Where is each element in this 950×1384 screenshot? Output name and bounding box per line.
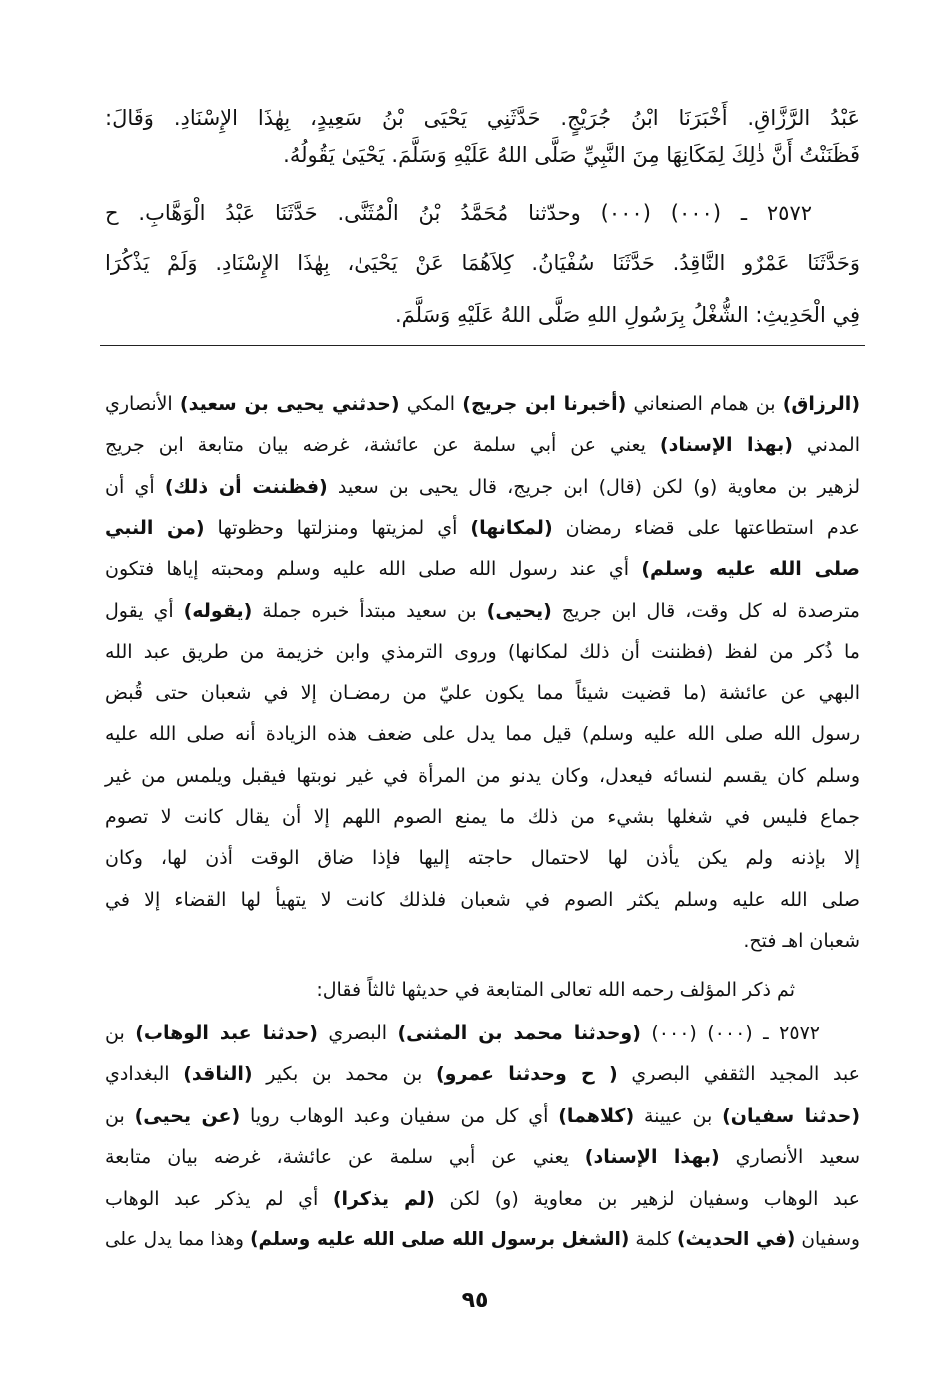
commentary-line	[105, 674, 860, 712]
text-segment: ٢٥٧٢ ـ (٠٠٠) (٠٠٠) وحدّثنا مُحَمَّدُ بْنُ الْمُثَنَّى. حَدَّثَنَا عَبْدُ الْوَهَّابِ. ح	[105, 201, 813, 225]
text-segment: ثم ذكر المؤلف رحمه الله تعالى المتابعة في حديثها ثالثاً فقال:	[316, 979, 795, 1001]
commentary-line	[105, 1055, 860, 1093]
hadith-line	[105, 98, 860, 138]
commentary-line	[105, 1014, 820, 1052]
commentary-line	[105, 426, 860, 464]
commentary-line	[105, 971, 795, 1009]
hadith-line	[105, 295, 860, 335]
text-segment: أي لم يذكر عبد الوهاب	[105, 1187, 333, 1210]
text-segment: عبد الوهاب وسفيان لزهير بن معاوية (و) لكن	[434, 1187, 860, 1210]
text-segment: وَحَدَّثَنَا عَمْرٌو النَّاقِدُ. حَدَّثَنَا سُفْيَانُ. كِلاَهُمَا عَنْ يَحْيَىٰ، بِهٰذَا الإِسْنَادِ. وَلَمْ يَذْكُرَا	[105, 251, 860, 275]
commentary-line	[105, 922, 860, 960]
text-segment: فِي الْحَدِيثِ: الشُّغْلُ بِرَسُولِ اللهِ صَلَّى اللهُ عَلَيْهِ وَسَلَّمَ.	[394, 303, 860, 327]
text-segment: أي يقول	[105, 599, 184, 622]
bold-quote: صلى الله عليه وسلم)	[641, 558, 860, 581]
bold-quote: (عن يحيى)	[134, 1104, 241, 1127]
bold-quote: (يحيى)	[486, 599, 552, 622]
text-segment: لزهير بن معاوية (و) لكن (قال) ابن جريج، قال يحيى بن سعيد	[327, 475, 860, 498]
text-segment: بن همام الصنعاني	[626, 393, 783, 415]
text-segment: فَظَنَنْتُ أَنَّ ذٰلِكَ لِمَكَانِهَا مِنَ النَّبِيِّ صَلَّى اللهُ عَلَيْهِ وَسَلَّمَ. يَحْيَىٰ يَقُولُهُ.	[283, 143, 860, 167]
text-segment: جماع فليس في شغلها بشيء من ذلك ما يمنع الصوم اللهم إلا أن يقال كانت لا تصوم	[105, 806, 860, 828]
text-segment: ما ذُكر من لفظ (فظننت أن ذلك لمكانها) وروى الترمذي وابن خزيمة من طريق عبد الله	[105, 640, 860, 663]
commentary-line	[105, 798, 860, 836]
commentary-line	[105, 715, 860, 753]
text-segment: عدم استطاعتها على قضاء رمضان	[552, 516, 861, 539]
text-segment: أي أن	[105, 475, 165, 498]
text-segment: شعبان اهـ فتح.	[743, 929, 860, 952]
text-segment: الأنصاري	[105, 393, 180, 415]
hadith-line	[105, 243, 860, 283]
bold-quote: ( ح وحدثنا عمرو)	[435, 1063, 618, 1086]
text-segment: عَبْدُ الرَّزَّاقِ. أَخْبَرَنَا ابْنُ جُرَيْجٍ. حَدَّثَنِي يَحْيَى بْنُ سَعِيدٍ، بِهٰذَا الإِسْنَادِ. وَقَالَ:	[105, 106, 860, 130]
text-segment: أي عند رسول الله صلى الله عليه وسلم ومحبته إياها فتكون	[105, 558, 642, 581]
text-segment: بن	[105, 1104, 135, 1127]
commentary-line	[105, 757, 860, 795]
page-number: ٩٥	[461, 1288, 489, 1313]
commentary-line	[105, 550, 860, 588]
bold-quote: (يقوله)	[183, 599, 253, 622]
text-segment: بن محمد بن بكير	[252, 1063, 436, 1086]
bold-quote: (حدثنا سفيان)	[722, 1104, 860, 1127]
commentary-line	[105, 385, 860, 423]
text-segment: البغدادي	[105, 1063, 184, 1086]
text-segment: يعني عن أبي سلمة عن عائشة، غرضه بيان متابعة	[105, 1146, 585, 1169]
text-segment: عبد المجيد الثقفي البصري	[617, 1063, 861, 1086]
commentary-line	[105, 468, 860, 506]
commentary-line	[105, 1180, 860, 1218]
text-segment: البهي عن عائشة (ما قضيت شيئاً مما يكون عليّ من رمضـان إلا في شعبان حتى قُبض	[105, 682, 860, 705]
bold-quote: (لمكانها)	[470, 516, 553, 539]
hadith-line	[105, 193, 812, 233]
text-segment: البصري	[317, 1022, 398, 1044]
bold-quote: (الرزاق)	[782, 393, 861, 415]
text-segment: إلا بإذنه ولم يكن يأذن لها لاحتمال حاجته إليها فإذا ضاق الوقت أذن لها، وكان	[105, 847, 860, 870]
text-segment: المدني	[792, 434, 860, 457]
commentary-line	[105, 1221, 860, 1259]
bold-quote: (الناقد)	[183, 1063, 253, 1086]
bold-quote: (الشغل برسول الله صلى الله عليه وسلم)	[250, 1229, 630, 1250]
commentary-line	[105, 633, 860, 671]
bold-quote: (بهذا الإسناد)	[584, 1146, 720, 1169]
commentary-line	[105, 1097, 860, 1135]
text-segment: وسفيان	[795, 1229, 860, 1250]
text-segment: سعيد الأنصاري	[719, 1146, 860, 1169]
text-segment: رسول الله صلى الله عليه وسلم) قيل مما يدل على ضعف هذه الزيادة أنه صلى الله عليه	[105, 723, 860, 746]
bold-quote: (أخبرنا ابن جريج)	[462, 393, 627, 415]
bold-quote: (كلاهما)	[558, 1104, 635, 1127]
commentary-line	[105, 881, 860, 919]
text-segment: بن عيينة	[634, 1104, 723, 1127]
text-segment: وسلم كان يقسم لنسائه فيعدل، وكان يدنو من المرأة في غير نوبتها فيقبل ويلمس من غير	[105, 764, 860, 787]
commentary-line	[105, 1138, 860, 1176]
bold-quote: (في الحديث)	[677, 1229, 796, 1250]
bold-quote: (فظننت أن ذلك)	[164, 475, 328, 498]
text-segment: أي لمزيتها ومنزلتها وحظوتها	[204, 516, 471, 539]
text-segment: كلمة	[629, 1229, 678, 1250]
commentary-line	[105, 509, 860, 547]
text-segment: ٢٥٧٢ ـ (٠٠٠) (٠٠٠)	[640, 1022, 820, 1044]
commentary-line	[105, 839, 860, 877]
text-segment: يعني عن أبي سلمة عن عائشة، غرضه بيان متابعة ابن جريج	[105, 434, 660, 457]
text-segment: بن سعيد مبتدأ خبره جملة	[252, 599, 487, 622]
text-segment: أي كل من سفيان وعبد الوهاب رويا	[240, 1104, 559, 1127]
text-segment: مترصدة له كل وقت، قال ابن جريج	[551, 599, 860, 622]
bold-quote: (حدثنا عبد الوهاب)	[135, 1022, 318, 1044]
footnote-divider	[100, 345, 865, 346]
bold-quote: (من النبي	[105, 516, 205, 539]
hadith-line	[105, 135, 860, 175]
commentary-line	[105, 592, 860, 630]
text-segment: وهذا مما يدل على	[105, 1229, 251, 1250]
bold-quote: (وحدثنا محمد بن المثنى)	[397, 1022, 641, 1044]
bold-quote: (لم يذكرا)	[332, 1187, 435, 1210]
text-segment: صلى الله عليه وسلم يكثر الصوم في شعبان فلذلك كانت لا يتهيأ لها القضاء إلا في	[105, 888, 860, 911]
bold-quote: (بهذا الإسناد)	[659, 434, 793, 457]
text-segment: بن	[105, 1022, 136, 1044]
bold-quote: (حدثني يحيى بن سعيد)	[179, 393, 400, 415]
text-segment: المكي	[399, 393, 463, 415]
